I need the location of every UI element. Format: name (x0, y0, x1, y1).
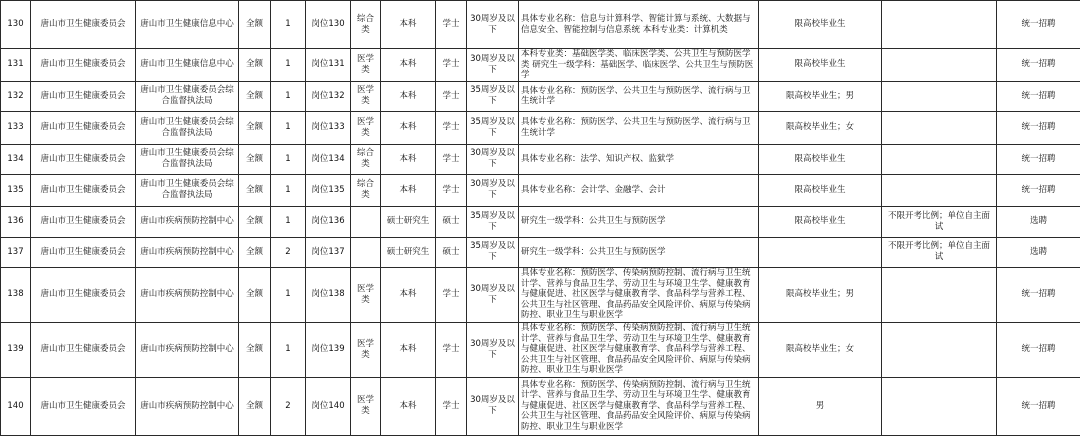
education-cell: 本科 (381, 144, 436, 174)
specialty-cell: 具体专业名称：法学、知识产权、监狱学 (519, 144, 759, 174)
headcount-cell: 1 (271, 144, 306, 174)
other-requirements-cell (759, 237, 882, 267)
table-row (1, 49, 1080, 82)
recruitment-method-cell: 统一招聘 (997, 81, 1080, 111)
other-requirements-cell: 限高校毕业生 (759, 144, 882, 174)
degree-cell: 学士 (436, 267, 467, 322)
degree-cell: 学士 (436, 322, 467, 377)
post-code-cell: 岗位134 (306, 144, 351, 174)
education-cell: 本科 (381, 111, 436, 144)
recruitment-method-cell: 统一招聘 (997, 111, 1080, 144)
other-requirements-cell: 限高校毕业生；女 (759, 322, 882, 377)
headcount-cell: 2 (271, 377, 306, 435)
age-cell: 35周岁及以下 (467, 206, 519, 237)
recruitment-method-cell: 统一招聘 (997, 267, 1080, 322)
table-row (1, 322, 1080, 377)
specialty-cell: 研究生一级学科：公共卫生与预防医学 (519, 206, 759, 237)
post-code-cell: 岗位130 (306, 1, 351, 49)
department-cell: 唐山市卫生健康委员会 (31, 49, 136, 82)
post-code-cell: 岗位139 (306, 322, 351, 377)
specialty-cell: 具体专业名称：信息与计算科学、智能计算与系统、大数据与信息安全、智能控制与信息系统 本科专业类：计算机类 (519, 1, 759, 49)
funding-cell: 全额 (239, 111, 271, 144)
funding-cell: 全额 (239, 206, 271, 237)
table-row (1, 206, 1080, 237)
category-cell: 医学类 (351, 267, 381, 322)
exam-ratio-cell: 不限开考比例；单位自主面试 (882, 206, 997, 237)
age-cell: 35周岁及以下 (467, 111, 519, 144)
unit-cell: 唐山市卫生健康委员会综合监督执法局 (136, 81, 239, 111)
specialty-cell: 具体专业名称：会计学、金融学、会计 (519, 174, 759, 206)
post-code-cell: 岗位138 (306, 267, 351, 322)
specialty-cell: 具体专业名称：预防医学、公共卫生与预防医学、流行病与卫生统计学 (519, 81, 759, 111)
table-row (1, 174, 1080, 206)
other-requirements-cell: 男 (759, 377, 882, 435)
table-row (1, 267, 1080, 322)
post-code-cell: 岗位140 (306, 377, 351, 435)
recruitment-method-cell: 统一招聘 (997, 144, 1080, 174)
other-requirements-cell: 限高校毕业生 (759, 1, 882, 49)
exam-ratio-cell (882, 144, 997, 174)
funding-cell: 全额 (239, 81, 271, 111)
education-cell: 本科 (381, 1, 436, 49)
other-requirements-cell: 限高校毕业生；男 (759, 81, 882, 111)
department-cell: 唐山市卫生健康委员会 (31, 237, 136, 267)
education-cell: 本科 (381, 49, 436, 82)
row-number: 132 (1, 81, 31, 111)
degree-cell: 学士 (436, 81, 467, 111)
recruitment-method-cell: 统一招聘 (997, 377, 1080, 435)
exam-ratio-cell (882, 174, 997, 206)
unit-cell: 唐山市卫生健康信息中心 (136, 49, 239, 82)
specialty-cell: 具体专业名称：预防医学、传染病预防控制、流行病与卫生统计学、营养与食品卫生学、劳动卫生与环境卫生学、健康教育与健康促进、社区医学与健康教育学、食品科学与营养工程、公共卫生与社区管理、食品药品安全风险评价、病原与传染病防控、职业卫生与职业医学 (519, 322, 759, 377)
department-cell: 唐山市卫生健康委员会 (31, 206, 136, 237)
degree-cell: 学士 (436, 111, 467, 144)
category-cell (351, 206, 381, 237)
headcount-cell: 2 (271, 237, 306, 267)
row-number: 136 (1, 206, 31, 237)
recruitment-method-cell: 统一招聘 (997, 174, 1080, 206)
unit-cell: 唐山市疾病预防控制中心 (136, 267, 239, 322)
department-cell: 唐山市卫生健康委员会 (31, 1, 136, 49)
post-code-cell: 岗位137 (306, 237, 351, 267)
category-cell: 综合类 (351, 1, 381, 49)
education-cell: 本科 (381, 322, 436, 377)
age-cell: 30周岁及以下 (467, 49, 519, 82)
unit-cell: 唐山市卫生健康委员会综合监督执法局 (136, 144, 239, 174)
exam-ratio-cell (882, 377, 997, 435)
degree-cell: 硕士 (436, 237, 467, 267)
education-cell: 本科 (381, 174, 436, 206)
department-cell: 唐山市卫生健康委员会 (31, 111, 136, 144)
funding-cell: 全额 (239, 377, 271, 435)
post-code-cell: 岗位133 (306, 111, 351, 144)
row-number: 130 (1, 1, 31, 49)
specialty-cell: 具体专业名称：预防医学、传染病预防控制、流行病与卫生统计学、营养与食品卫生学、劳动卫生与环境卫生学、健康教育与健康促进、社区医学与健康教育学、食品科学与营养工程、公共卫生与社区管理、食品药品安全风险评价、病原与传染病防控、职业卫生与职业医学 (519, 267, 759, 322)
post-code-cell: 岗位132 (306, 81, 351, 111)
other-requirements-cell: 限高校毕业生 (759, 49, 882, 82)
education-cell: 硕士研究生 (381, 206, 436, 237)
department-cell: 唐山市卫生健康委员会 (31, 81, 136, 111)
headcount-cell: 1 (271, 322, 306, 377)
specialty-cell: 本科专业类：基础医学类、临床医学类、公共卫生与预防医学类 研究生一级学科：基础医学、临床医学、公共卫生与预防医学 (519, 49, 759, 82)
other-requirements-cell: 限高校毕业生 (759, 174, 882, 206)
category-cell: 医学类 (351, 322, 381, 377)
age-cell: 30周岁及以下 (467, 377, 519, 435)
headcount-cell: 1 (271, 111, 306, 144)
recruitment-method-cell: 统一招聘 (997, 322, 1080, 377)
row-number: 140 (1, 377, 31, 435)
table-row (1, 111, 1080, 144)
age-cell: 30周岁及以下 (467, 174, 519, 206)
unit-cell: 唐山市疾病预防控制中心 (136, 377, 239, 435)
recruitment-method-cell: 选聘 (997, 237, 1080, 267)
headcount-cell: 1 (271, 49, 306, 82)
degree-cell: 学士 (436, 377, 467, 435)
department-cell: 唐山市卫生健康委员会 (31, 267, 136, 322)
exam-ratio-cell (882, 1, 997, 49)
row-number: 135 (1, 174, 31, 206)
education-cell: 本科 (381, 81, 436, 111)
education-cell: 本科 (381, 267, 436, 322)
age-cell: 35周岁及以下 (467, 237, 519, 267)
headcount-cell: 1 (271, 81, 306, 111)
specialty-cell: 具体专业名称：预防医学、传染病预防控制、流行病与卫生统计学、营养与食品卫生学、劳动卫生与环境卫生学、健康教育与健康促进、社区医学与健康教育学、食品科学与营养工程、公共卫生与社区管理、食品药品安全风险评价、病原与传染病防控、职业卫生与职业医学 (519, 377, 759, 435)
recruitment-method-cell: 选聘 (997, 206, 1080, 237)
table-row (1, 144, 1080, 174)
recruitment-method-cell: 统一招聘 (997, 1, 1080, 49)
unit-cell: 唐山市疾病预防控制中心 (136, 322, 239, 377)
category-cell: 医学类 (351, 377, 381, 435)
row-number: 131 (1, 49, 31, 82)
degree-cell: 学士 (436, 144, 467, 174)
unit-cell: 唐山市疾病预防控制中心 (136, 206, 239, 237)
funding-cell: 全额 (239, 237, 271, 267)
headcount-cell: 1 (271, 206, 306, 237)
headcount-cell: 1 (271, 267, 306, 322)
funding-cell: 全额 (239, 322, 271, 377)
category-cell: 医学类 (351, 49, 381, 82)
age-cell: 30周岁及以下 (467, 1, 519, 49)
specialty-cell: 具体专业名称：预防医学、公共卫生与预防医学、流行病与卫生统计学 (519, 111, 759, 144)
table-row (1, 1, 1080, 49)
recruitment-method-cell: 统一招聘 (997, 49, 1080, 82)
department-cell: 唐山市卫生健康委员会 (31, 377, 136, 435)
unit-cell: 唐山市卫生健康委员会综合监督执法局 (136, 111, 239, 144)
post-code-cell: 岗位135 (306, 174, 351, 206)
exam-ratio-cell (882, 81, 997, 111)
other-requirements-cell: 限高校毕业生 (759, 206, 882, 237)
degree-cell: 学士 (436, 49, 467, 82)
category-cell: 综合类 (351, 174, 381, 206)
post-code-cell: 岗位131 (306, 49, 351, 82)
exam-ratio-cell (882, 49, 997, 82)
table-row (1, 237, 1080, 267)
post-code-cell: 岗位136 (306, 206, 351, 237)
row-number: 133 (1, 111, 31, 144)
funding-cell: 全额 (239, 144, 271, 174)
unit-cell: 唐山市卫生健康委员会综合监督执法局 (136, 174, 239, 206)
row-number: 137 (1, 237, 31, 267)
department-cell: 唐山市卫生健康委员会 (31, 144, 136, 174)
degree-cell: 学士 (436, 174, 467, 206)
exam-ratio-cell (882, 111, 997, 144)
department-cell: 唐山市卫生健康委员会 (31, 322, 136, 377)
row-number: 138 (1, 267, 31, 322)
table-row (1, 377, 1080, 435)
age-cell: 30周岁及以下 (467, 267, 519, 322)
table-row (1, 81, 1080, 111)
education-cell: 本科 (381, 377, 436, 435)
age-cell: 35周岁及以下 (467, 81, 519, 111)
row-number: 139 (1, 322, 31, 377)
headcount-cell: 1 (271, 174, 306, 206)
specialty-cell: 研究生一级学科：公共卫生与预防医学 (519, 237, 759, 267)
age-cell: 30周岁及以下 (467, 322, 519, 377)
unit-cell: 唐山市疾病预防控制中心 (136, 237, 239, 267)
funding-cell: 全额 (239, 267, 271, 322)
category-cell (351, 237, 381, 267)
funding-cell: 全额 (239, 1, 271, 49)
other-requirements-cell: 限高校毕业生；女 (759, 111, 882, 144)
row-number: 134 (1, 144, 31, 174)
exam-ratio-cell (882, 267, 997, 322)
other-requirements-cell: 限高校毕业生；男 (759, 267, 882, 322)
department-cell: 唐山市卫生健康委员会 (31, 174, 136, 206)
headcount-cell: 1 (271, 1, 306, 49)
unit-cell: 唐山市卫生健康信息中心 (136, 1, 239, 49)
funding-cell: 全额 (239, 49, 271, 82)
exam-ratio-cell (882, 322, 997, 377)
degree-cell: 硕士 (436, 206, 467, 237)
category-cell: 综合类 (351, 144, 381, 174)
education-cell: 硕士研究生 (381, 237, 436, 267)
category-cell: 医学类 (351, 111, 381, 144)
funding-cell: 全额 (239, 174, 271, 206)
category-cell: 医学类 (351, 81, 381, 111)
age-cell: 30周岁及以下 (467, 144, 519, 174)
exam-ratio-cell: 不限开考比例；单位自主面试 (882, 237, 997, 267)
degree-cell: 学士 (436, 1, 467, 49)
